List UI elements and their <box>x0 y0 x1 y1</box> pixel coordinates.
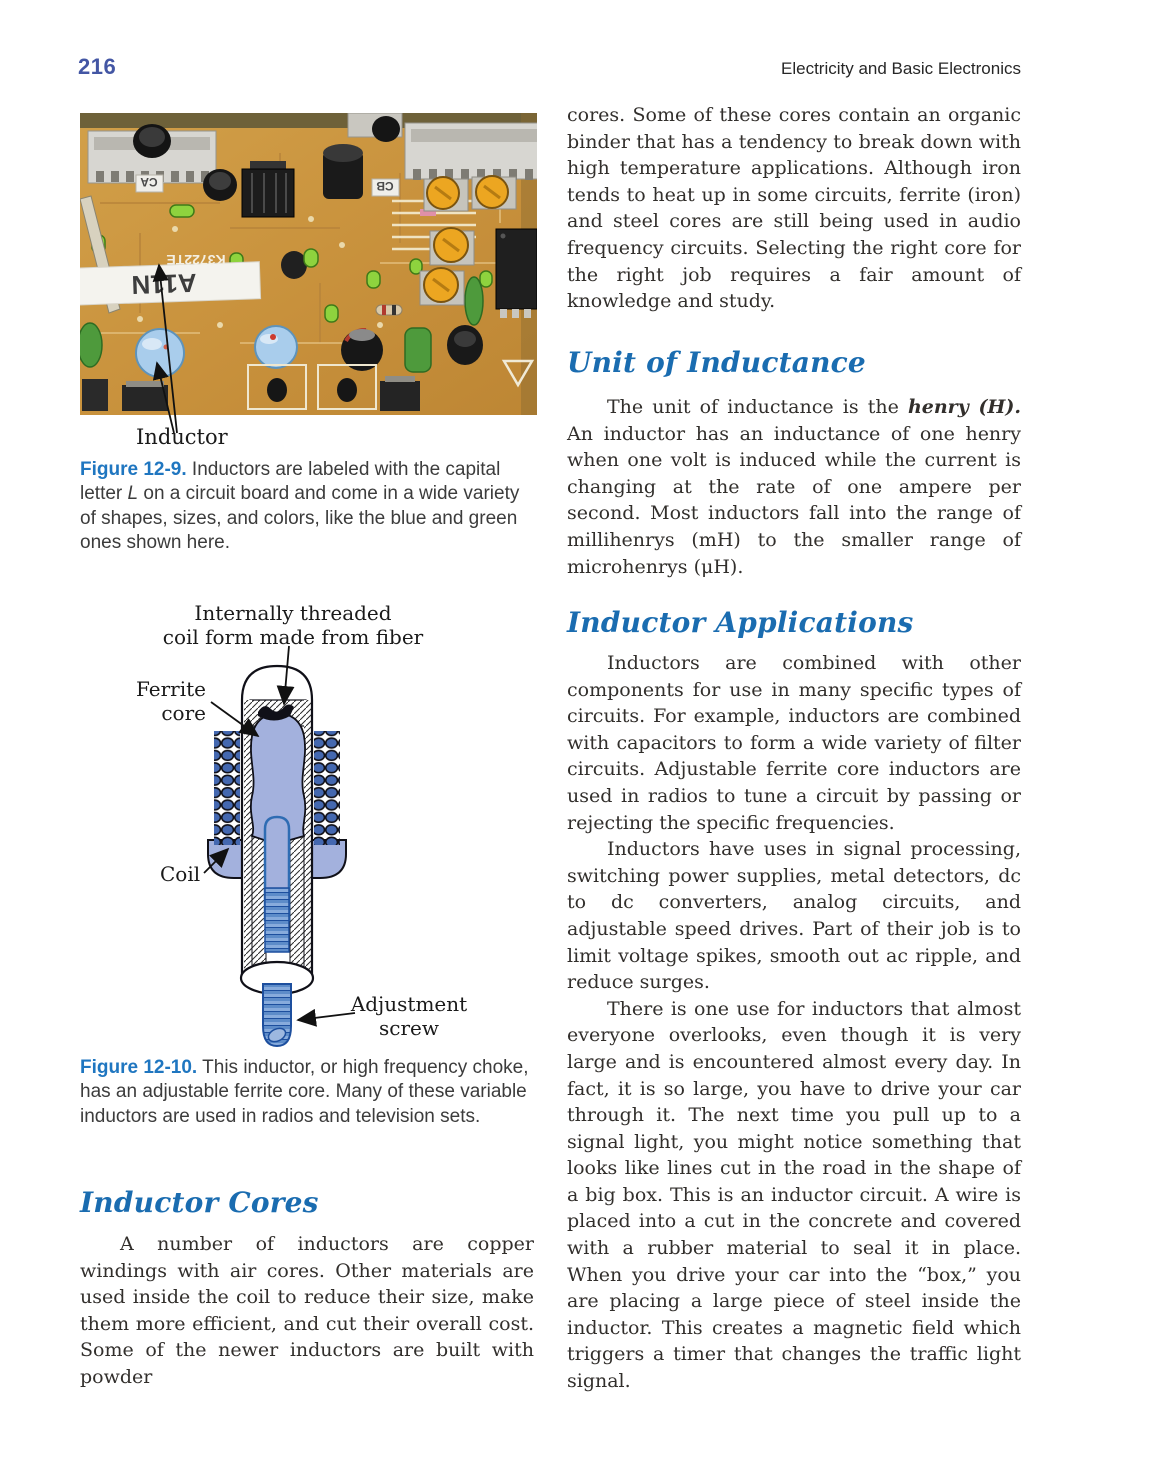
screw-shaft-threads <box>265 888 289 952</box>
paragraph-applications-3: There is one use for inductors that almost everyone overlooks, even though it is very large and is encountered almost every day. In fact, it is so large, you have to drive your car through it. The next time you pull up to a signal light, you might notice something that looks like lines cut in the road in the shape of a big box. This is an inductor circuit. A wire is placed into a cut in the concrete and covered with a rubber material to seal it in place. When you drive your car into the “box,” you are placing a large piece of steel inside the inductor. This creates a magnetic field which triggers a timer that changes the traffic light signal. <box>567 997 1021 1393</box>
figure-12-10-caption-label: Figure 12-10. <box>80 1057 198 1078</box>
label-threaded-line2: coil form made from fiber <box>162 625 424 649</box>
figure-12-9-caption-label: Figure 12-9. <box>80 459 187 480</box>
label-ferrite-line2: core <box>161 701 206 725</box>
board-label-cb <box>372 179 399 196</box>
label-ferrite-line1: Ferrite <box>135 677 206 701</box>
paragraph-unit-of-inductance: The unit of inductance is the henry (H). An inductor has an inductance of one henry when one volt is induced while the current is changing at the rate of one ampere per second. Most inductors fall into the range of millihenrys (mH) to the smaller range of microhenrys (μH). <box>567 396 1021 578</box>
paragraph-inductor-cores: A number of inductors are copper windings with air cores. Other materials are used inside the coil to reduce their size, make them more efficient, and cut their overall cost. Some of the newer inductors are built with powder <box>80 1233 534 1388</box>
svg-text:CA: CA <box>140 175 158 189</box>
figure-12-9-caption: Figure 12-9. Inductors are labeled with the capital letter L on a circuit board and come in a wide variety of shapes, sizes, and colors, like the blue and green ones shown here. <box>80 459 520 553</box>
paragraph-continued: cores. Some of these cores contain an organic binder that has a tendency to break down with high temperature applications. Although iron tends to heat up in some circuits, ferrite (iron) and steel cores are still being used in audio frequency circuits. Selecting the right core for the right job requires a fair amount of knowledge and study. <box>567 104 1021 313</box>
inductor-diagram <box>78 588 538 1053</box>
page-number: 216 <box>78 54 117 79</box>
paragraph-applications-2: Inductors have uses in signal processing, switching power supplies, metal detectors, dc to dc converters, analog circuits, and adjustable speed drives. Part of their job is to limit voltage spikes, smooth out ac ripple, and reduce surges. <box>567 838 1021 994</box>
figure-12-9-caption-text: Inductors are labeled with the capital letter <box>80 459 501 505</box>
label-screw-line1: Adjustment <box>350 992 468 1016</box>
svg-text:CB: CB <box>376 179 394 193</box>
figure-12-10-caption-text: This inductor, or high frequency choke, has an adjustable ferrite core. Many of these variable inductors are used in radios and television sets. <box>80 1057 529 1127</box>
thread-funnel-right <box>290 836 304 970</box>
coil-winding-right <box>314 731 340 845</box>
svg-text:A11N: A11N <box>131 267 198 301</box>
label-coil: Coil <box>160 862 201 886</box>
label-screw-line2: screw <box>379 1016 439 1040</box>
circuit-board-photo <box>80 113 537 445</box>
board-label-ca <box>136 175 163 192</box>
figure-12-10-caption <box>80 1056 540 1129</box>
running-header: Electricity and Basic Electronics <box>781 59 1021 78</box>
figure-12-10 <box>78 588 538 1053</box>
ic-chip <box>496 229 537 318</box>
paragraph-applications-1: Inductors are combined with other components for use in many specific types of circuits. For example, inductors are combined with capacitors to form a wide variety of filter circuits. Adjustable ferrite core inductors are used in radios to tune a circuit by passing or rejecting the specific frequencies. <box>567 652 1021 834</box>
board-part-code: K3722TE <box>166 252 226 268</box>
heading-inductor-cores: Inductor Cores <box>80 1186 319 1219</box>
heading-inductor-applications: Inductor Applications <box>567 606 914 639</box>
board-connector-right <box>405 123 537 180</box>
coil-winding-left <box>214 731 240 845</box>
term-henry: henry (H). <box>907 396 1021 418</box>
figure-9-callout-label: Inductor <box>136 425 228 449</box>
figure-12-9 <box>80 113 537 445</box>
heading-unit-of-inductance: Unit of Inductance <box>567 346 866 379</box>
transistor-heatsink <box>242 161 294 217</box>
label-threaded-line1: Internally threaded <box>194 601 392 625</box>
applications-paragraphs <box>567 650 1021 1395</box>
